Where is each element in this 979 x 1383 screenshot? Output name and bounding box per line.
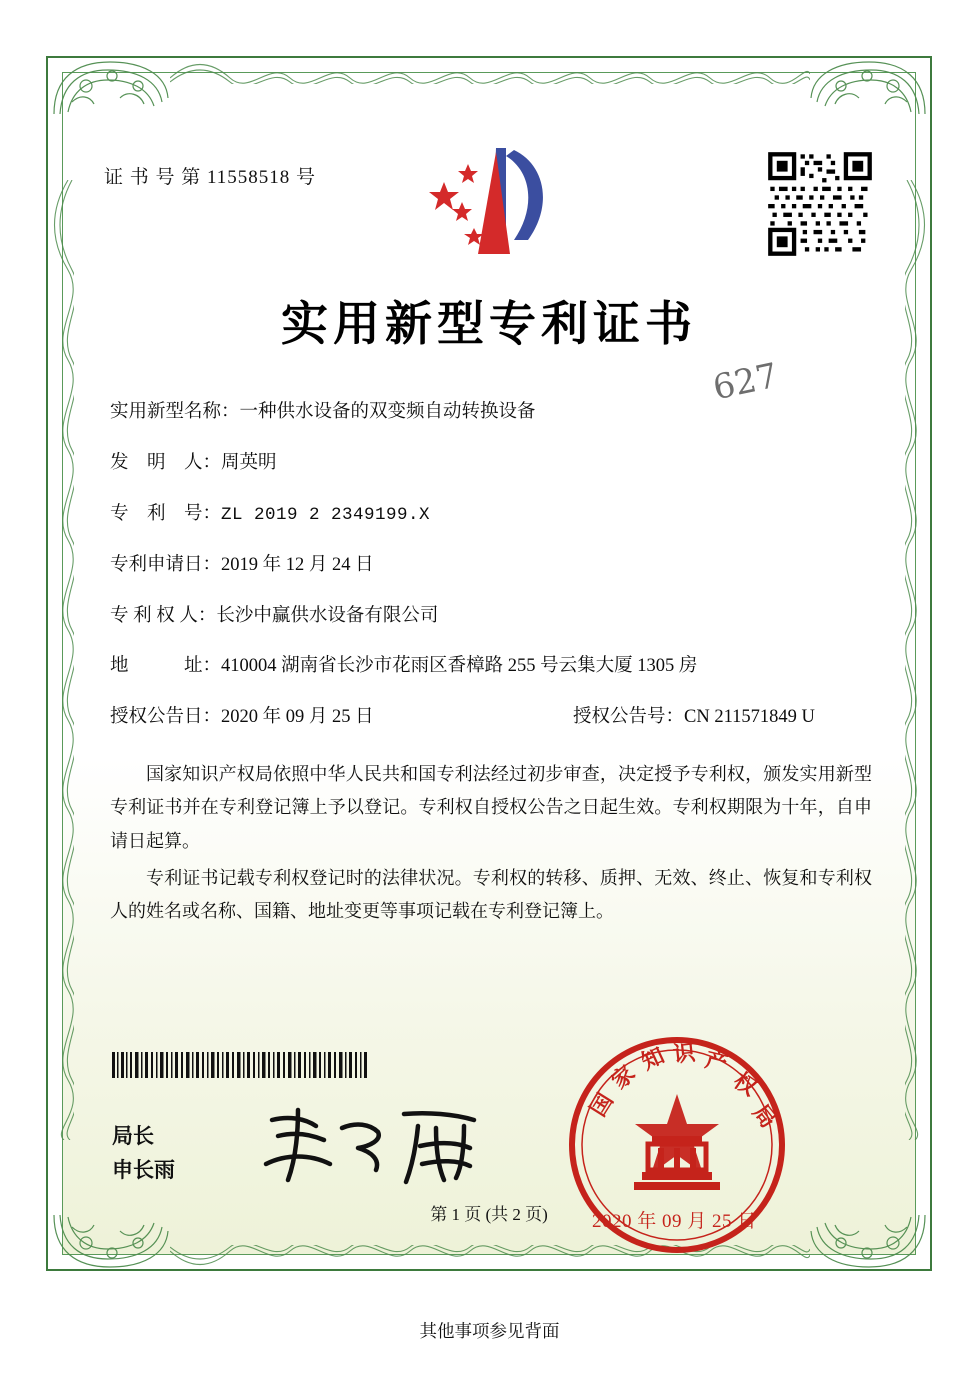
legal-text (110, 758, 872, 932)
field-label: 专 利 权 人： (110, 605, 217, 626)
handwritten-annotation: 627 (709, 355, 782, 409)
field-value: 一种供水设备的双变频自动转换设备 (239, 402, 536, 422)
announcement-number-label: 授权公告号： (573, 707, 685, 728)
signer-role: 局长 (112, 1124, 154, 1148)
field-inventor (110, 451, 880, 477)
field-application-date (110, 553, 880, 579)
announcement-date-value: 2020 年 09 月 25 日 (221, 707, 374, 728)
field-address (110, 654, 880, 680)
field-patentee (110, 604, 880, 630)
field-value: ZL 2019 2 2349199.X (221, 504, 431, 525)
field-value: 2019 年 12 月 24 日 (221, 554, 374, 575)
field-label: 专 利 号： (110, 503, 222, 524)
svg-text:识: 识 (671, 1039, 697, 1068)
svg-text:知: 知 (637, 1042, 669, 1076)
field-label: 专利申请日： (110, 554, 222, 575)
certificate-content (62, 72, 916, 1255)
footnote: 其他事项参见背面 (419, 1321, 560, 1341)
announcement-date-label: 授权公告日： (110, 707, 222, 728)
legal-paragraph-2: 专利证书记载专利权登记时的法律状况。专利权的转移、质押、无效、终止、恢复和专利权人的姓名或名称、国籍、地址变更等事项记载在专利登记簿上。 (110, 867, 872, 922)
svg-text:权: 权 (728, 1067, 762, 1102)
field-utility-model-name (110, 400, 880, 426)
barcode (112, 1052, 370, 1078)
svg-text:国: 国 (585, 1088, 619, 1122)
field-value: 410004 湖南省长沙市花雨区香樟路 255 号云集大厦 1305 房 (221, 656, 698, 677)
field-value: 长沙中赢供水设备有限公司 (216, 605, 439, 626)
page-indicator: 第 1 页 (共 2 页) (430, 1205, 548, 1224)
certificate-number: 证 书 号 第 11558518 号 (104, 167, 317, 188)
page-title: 实用新型专利证书 (281, 297, 697, 352)
svg-text:局: 局 (747, 1099, 782, 1134)
signer-name: 申长雨 (112, 1157, 175, 1182)
field-value: 周英明 (221, 452, 277, 473)
field-patent-number (110, 502, 880, 528)
svg-text:产: 产 (702, 1046, 731, 1078)
certificate-fields (110, 400, 880, 756)
field-announcement (110, 705, 880, 731)
seal-date: 2020 年 09 月 25 日 (592, 1211, 757, 1232)
field-label: 发 明 人： (110, 452, 222, 473)
cnipa-logo-icon (418, 142, 573, 262)
qr-code (766, 150, 874, 258)
signer-block (112, 1120, 175, 1187)
legal-paragraph-1: 国家知识产权局依照中华人民共和国专利法经过初步审查，决定授予专利权，颁发实用新型专利证书并在专利登记簿上予以登记。专利权自授权公告之日起生效。专利权期限为十年，自申请日起算。 (110, 764, 872, 851)
announcement-number-value: CN 211571849 U (684, 707, 815, 728)
field-label: 地 址： (110, 656, 222, 677)
svg-text:家: 家 (606, 1060, 641, 1095)
handwritten-signature (258, 1102, 498, 1192)
field-label: 实用新型名称： (110, 402, 240, 422)
